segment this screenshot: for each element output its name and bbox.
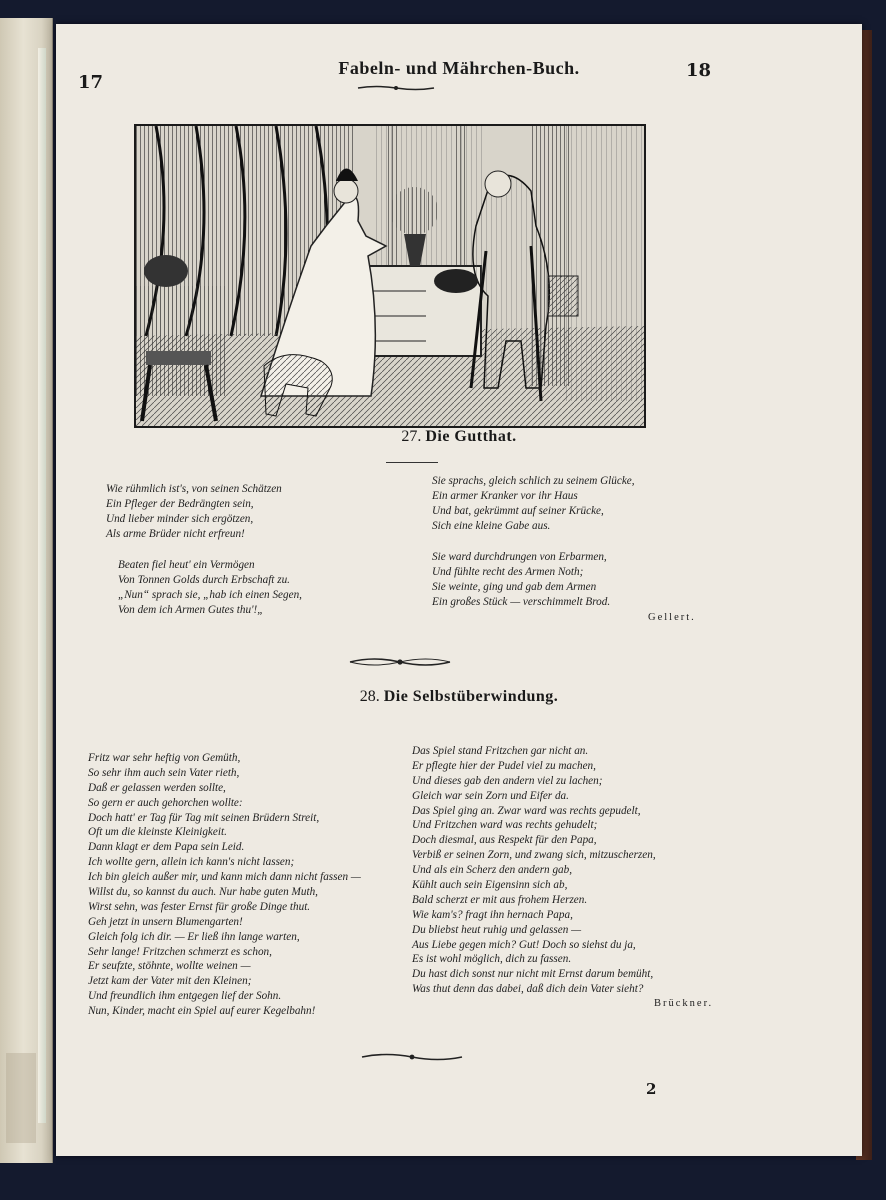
book-page — [56, 24, 862, 1156]
right-folio-number: 18 — [686, 60, 712, 81]
title-rule — [386, 462, 438, 463]
page-number: 2 — [646, 1080, 657, 1098]
fable-28-right-column: Das Spiel stand Fritzchen gar nicht an. Er pflegte hier der Pudel viel zu machen, Und dieses gab den andern viel zu lachen; Gleich war sein Zorn und Eifer da. Das Spiel ging an. Zwar ward was rechts gepudelt, Und Fritzchen ward was rechts gehudelt; Doch diesmal, aus Respekt für den Papa, Verbiß er seinen Zorn, und zwang sich, mitzuscherzen, Und als ein Scherz den andern gab, Kühlt auch sein Eigensinn sich ab, Bald scherzt er mit aus frohem Herzen. Wie kam's? fragt ihn hernach Papa, Du bliebst heut ruhig und gelassen — Aus Liebe gegen mich? Gut! Doch so siehst du ja, Es ist wohl möglich, dich zu fassen. Du hast dich sonst nur nicht mit Ernst darum bemüht, Was thut denn das dabei, daß dich dein Vater sieht? — [412, 745, 656, 996]
running-title: Fabeln- und Mährchen-Buch. — [338, 58, 580, 78]
fable-27-number: 27. — [401, 428, 422, 445]
fable-27-left-stanza-1: Wie rühmlich ist's, von seinen Schätzen Ein Pfleger der Bedrängten sein, Und lieber minder sich ergötzen, Als arme Brüder nicht erfreun! — [106, 483, 282, 540]
fable-27-left-stanza-2: Beaten fiel heut' ein Vermögen Von Tonnen Golds durch Erbschaft zu. „Nun“ sprach sie, „hab ich einen Segen, Von dem ich Armen Gutes thu'!„ — [118, 559, 302, 616]
paper-wear-mark — [6, 1053, 36, 1143]
footer-ornament-icon — [360, 1052, 464, 1062]
leaf-edge-strip — [38, 48, 46, 1123]
flower-bouquet — [390, 187, 438, 235]
fable-27-right-stanza-2: Sie ward durchdrungen von Erbarmen, Und fühlte recht des Armen Noth; Sie weinte, ging und gab dem Armen Ein großes Stück — verschimmelt Brod. — [432, 551, 611, 608]
fable-27-heading — [56, 428, 862, 446]
fable-27-title: Die Gutthat. — [425, 428, 517, 445]
basket — [548, 276, 578, 316]
fable-27-author: Gellert. — [648, 612, 696, 623]
fable-28-left-column: Fritz war sehr heftig von Gemüth, So sehr ihm auch sein Vater rieth, Daß er gelassen werden sollte, So gern er auch gehorchen wollte: Doch hatt' er Tag für Tag mit seinen Brüdern Streit, Oft um die kleinste Kleinigkeit. Dann klagt er dem Papa sein Leid. Ich wollte gern, allein ich kann's nicht lassen; Ich bin gleich außer mir, und kann mich dann nicht fassen — Willst du, so kannst du auch. Nur habe guten Muth, Wirst sehn, was fester Ernst für große Dinge thut. Geh jetzt in unsern Blumengarten! Gleich folg ich dir. — Er ließ ihn lange warten, Sehr lange! Fritzchen schmerzt es schon, Er seufzte, stöhnte, wollte weinen — Jetzt kam der Vater mit den Kleinen; Und freundlich ihm entgegen lief der Sohn. Nun, Kinder, macht ein Spiel auf eurer Kegelbahn! — [88, 752, 361, 1018]
fable-27-right-stanza-1: Sie sprachs, gleich schlich zu seinem Glücke, Ein armer Kranker vor ihr Haus Und bat, gekrümmt auf seiner Krücke, Sich eine kleine Gabe aus. — [432, 475, 635, 532]
section-divider-ornament-icon — [348, 656, 452, 668]
fable-28-title: Die Selbstüberwindung. — [383, 688, 559, 705]
fable-28-number: 28. — [359, 688, 380, 705]
hat — [434, 269, 478, 293]
engraving-scene — [136, 126, 644, 426]
fable-28-author: Brückner. — [654, 998, 714, 1009]
fable-28-heading — [56, 688, 862, 706]
engraving-illustration — [134, 124, 646, 428]
header-ornament-icon — [356, 84, 436, 92]
left-folio-number: 17 — [78, 72, 104, 93]
stool — [146, 351, 211, 365]
vase-left — [144, 255, 188, 287]
previous-page-edge — [0, 18, 53, 1163]
